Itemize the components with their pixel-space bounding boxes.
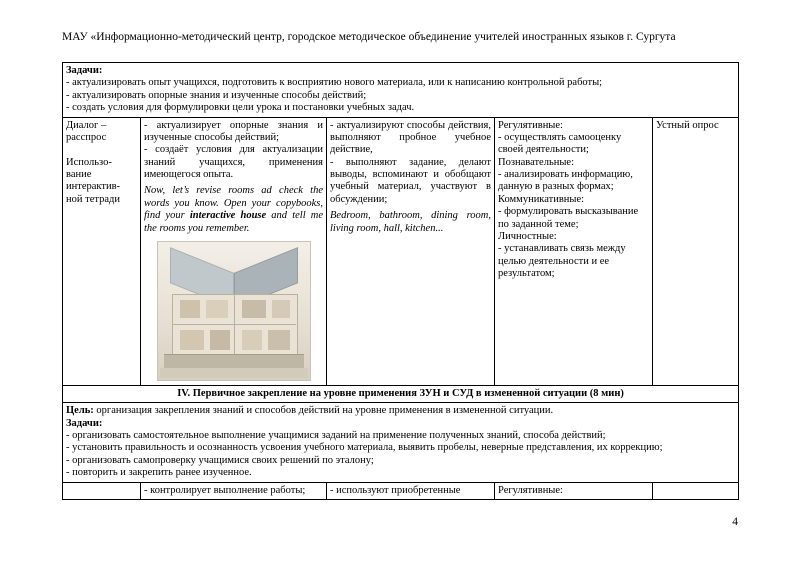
teacher-speech-bold: interactive house — [189, 210, 267, 222]
cell-method — [63, 117, 141, 385]
lesson-plan-table-wrapper — [62, 62, 738, 500]
teacher-bullet-1: - актуализирует опорные знания и изученные способы действий; — [144, 119, 323, 143]
method-line-5: интерактив- — [66, 181, 121, 193]
cell-teacher-activity — [141, 117, 327, 385]
table-row-section-iv-body — [63, 403, 739, 482]
cell-uud — [495, 117, 653, 385]
teacher-speech — [144, 185, 323, 235]
teacher-bullet-2: - создаёт условия для актуализации знаний учащихся, применения имеющегося опыта. — [144, 144, 323, 180]
section-iv-goal-line — [66, 405, 735, 417]
uud-group-3-item: - формулировать высказывание по заданной теме; — [498, 206, 639, 230]
students-speech: Bedroom, bathroom, dining room, living room, hall, kitchen... — [330, 210, 491, 234]
method-line-3: Использо- — [66, 156, 112, 168]
section-iv-task-1: - организовать самостоятельное выполнение учащимися заданий на применение полученных знаний, способа действий; — [66, 430, 606, 441]
uud-group-1-title: Регулятивные: — [498, 119, 563, 131]
tasks-top-cell — [63, 63, 739, 118]
uud-group-2-item: - анализировать информацию, данную в разных формах; — [498, 169, 633, 193]
table-row-last — [63, 482, 739, 499]
section-iv-goal-text: организация закрепления знаний и способов действий на уровне применения в измененной ситуации. — [93, 405, 554, 417]
students-bullet-2: - выполняют задание, делают выводы, вспоминают и обобщают учебный материал, участвуют в обсуждении; — [330, 156, 491, 205]
section-iv-task-4: - повторить и закрепить ранее изученное. — [66, 467, 252, 479]
tasks-top-item-2: - актуализировать опорные знания и изученные способы действий; — [66, 89, 367, 101]
method-line-6: ной тетради — [66, 193, 120, 205]
students-bullet-1: - актуализируют способы действия, выполняют пробное учебное действие, — [330, 119, 491, 156]
method-line-1: Диалог – — [66, 119, 107, 131]
interactive-house-photo — [157, 241, 311, 381]
table-row-dialog — [63, 117, 739, 385]
last-cell-method — [63, 482, 141, 499]
uud-group-2-title: Познавательные: — [498, 156, 574, 168]
teacher-speech-part-2: and tell me the rooms you remember. — [144, 210, 323, 234]
tasks-top-item-1: - актуализировать опыт учащихся, подготовить к восприятию нового материала, или к написанию контрольной работы; — [66, 77, 603, 89]
last-cell-students: - используют приобретенные — [327, 482, 495, 499]
section-iv-band-title: IV. Первичное закрепление на уровне применения ЗУН и СУД в измененной ситуации (8 мин) — [177, 387, 624, 399]
lesson-plan-table — [62, 62, 739, 500]
uud-group-4-item: - устанавливать связь между целью деятельности и ее результатом; — [498, 243, 626, 279]
table-row-section-iv-title — [63, 385, 739, 402]
teacher-speech-part-1: Now, let’s revise rooms ad check the words you know. Open your copybooks, find your — [144, 185, 323, 222]
last-cell-control — [653, 482, 739, 499]
uud-group-1-item: - осуществлять самооценку своей деятельности; — [498, 131, 622, 156]
tasks-top-title: Задачи: — [66, 65, 103, 76]
method-line-4: вание — [66, 169, 92, 180]
last-cell-uud: Регулятивные: — [495, 482, 653, 499]
cell-students-activity — [327, 117, 495, 385]
section-iv-task-2: - установить правильность и осознанность усвоения учебного материала, выявить пробелы, неверные представления, их коррекцию; — [66, 442, 663, 454]
section-iv-goal-label: Цель: — [66, 405, 94, 417]
section-iv-title-cell — [63, 385, 739, 402]
cell-control-form — [653, 117, 739, 385]
control-form-text: Устный опрос — [656, 119, 719, 131]
section-iv-body-cell — [63, 403, 739, 482]
section-iv-tasks-title: Задачи: — [66, 417, 103, 429]
last-cell-teacher: - контролирует выполнение работы; — [141, 482, 327, 499]
section-iv-task-3: - организовать самопроверку учащимися своих решений по эталону; — [66, 454, 374, 466]
table-row-tasks-top — [63, 63, 739, 118]
uud-group-4-title: Личностные: — [498, 230, 557, 242]
page-number: 4 — [732, 516, 738, 528]
method-line-2: расспрос — [66, 131, 107, 143]
page-header: МАУ «Информационно-методический центр, городское методическое объединение учителей иностранных языков г. Сургута — [62, 31, 676, 43]
uud-group-3-title: Коммуникативные: — [498, 193, 585, 205]
tasks-top-item-3: - создать условия для формулировки цели урока и постановки учебных задач. — [66, 102, 415, 114]
